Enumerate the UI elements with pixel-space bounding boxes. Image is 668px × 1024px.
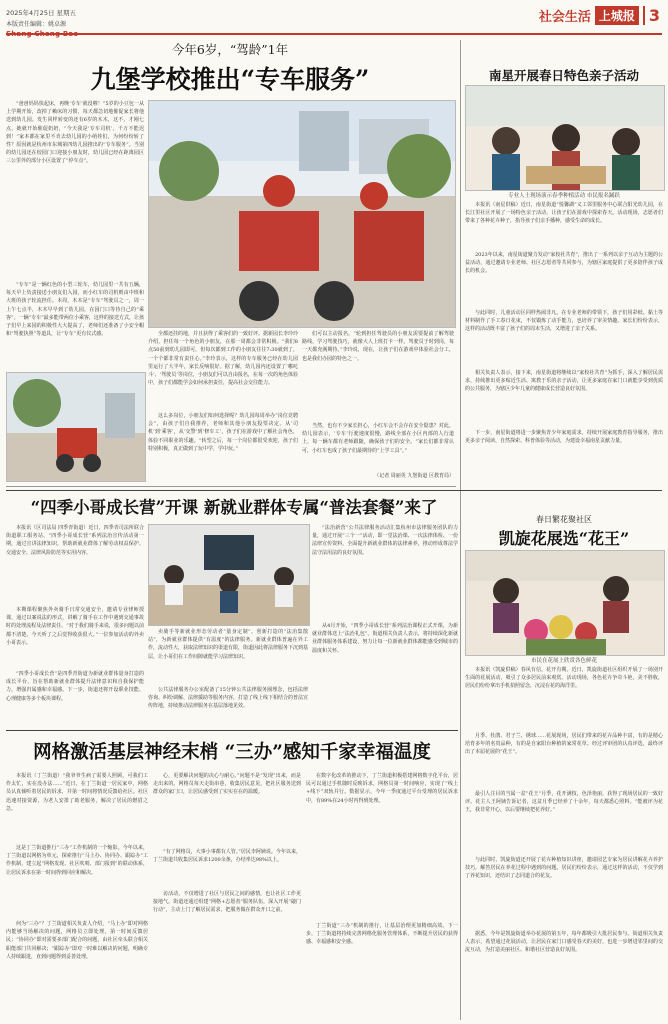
right2-text-d: 与此同时，凯旋街道还开展了花卉种植知识讲座，邀请园艺专家为居民讲解花卉养护技巧，解答居民在养花过程中遇到的问题。居民们纷纷表示，通过这样的活动，不仅学到了养花知识，还结识了志同道合的花友。	[465, 857, 663, 880]
story2-col3-text: “法治新营”公共法律服务活动汇集杭州市法律服务团队的力量，通过开展“三个一”活动，即一堂法治课、一次法律体检、一份法律宣传资料，全面提升新就业群体的法律素养，推动形成尊法学法守法用法的良好氛围。	[312, 525, 458, 556]
column-divider	[460, 492, 461, 1020]
story3-col2b-text: “有了网格员，大事小事都有人管。”居民李阿姨说。今年以来，丁兰街道共收集居民诉求1200余条，办结率达98%以上。	[153, 849, 301, 864]
story3-headline: 网格激活基层神经末梢 “三办”感知千家幸福温度	[33, 742, 431, 763]
story1-kicker: 今年6岁，“驾龄”1年	[171, 42, 289, 57]
issue-date: 2025年4月25日 星期五	[6, 9, 77, 17]
story1-headline: 九堡学校推出“专车服务”	[90, 65, 370, 94]
story3-col3-text: 在数字化改革的推动下，丁兰街道积极搭建网格数字化平台，居民可以通过手机随时反映诉求，网格员第一时间响应，实现了“线上+线下”双轨并行。数据显示，今年一季度通过平台受理的居民诉求中，有89%在24小时内得到处理。	[306, 773, 458, 804]
right1-text-e: 下一步，南星街道将进一步聚焦青少年家庭需求，持续开展家庭教育指导服务，推出更多亲子阅读、自然探索、科普体验等活动，为建设幸福南星贡献力量。	[465, 430, 663, 445]
story2-headline: “四季小哥成长营”开课 新就业群体专属“普法套餐”来了	[30, 498, 438, 517]
right2-photo	[465, 550, 665, 656]
story2-col1b-text: 本期课程聚焦外卖骑手日常交通安全，邀请专业律师授课，通过以案说法的形式，讲解了骑手在工作中遇到交通事故时的处理流程及法律责任。“对于我们骑手来说，很多问题以前都不清楚，今天听了之后觉得收获很大。”一位参加活动的外卖小哥表示。	[6, 607, 144, 646]
right1-text-b: 2023年以来，南星街道聚力发动“家校社共育”，推出了一系列以亲子互动为主题的公益活动，通过邀请专业老师、社区志愿者等共同参与，为辖区家庭提供了更多陪伴孩子成长的机会。	[465, 252, 663, 275]
story3-col1c-text: 何为“三办”？丁兰街道相关负责人介绍，“马上办”即对网格内能够当场解决的问题，网格员立即处理，第一时间反馈居民；“协同办”即对需要多部门配合的问题，由社区牵头联合相关职能部门共同解决；“跟踪办”即对一时难以解决的问题，明确专人持续跟进，直到问题得到妥善处理。	[6, 921, 148, 960]
right1-text-a: 本报讯（南星供稿）近日，南星街道“悦馨湖”义工邻里服务中心联合阳光幼儿园，在长江里社区开展了一场特色亲子活动，让孩子们在游戏中探索春天。活动现场，志愿者们带来了各种花卉种子，指导孩子们亲手播种，感受生命的成长。	[465, 202, 663, 225]
story1-side-photo	[6, 372, 146, 482]
divider	[6, 486, 456, 487]
right2-text-c: 最引人注目的当属一盆“花王”月季，花开满枝，色泽艳丽，获得了现场居民的一致好评。花主人王阿姨告诉记者，这盆月季已经养了十余年，每天都悉心照料。“能被评为花王，我非常开心，以后要继续把花养好。”	[465, 791, 663, 814]
story3-col2c-text: 访活动，不仅增进了社区与居民之间的感情，也让社区工作更接地气。街道还通过组建“网格+志愿者”服务队伍，深入开展“敲门行动”，主动上门了解居民需求，把服务做在群众开口之前。	[153, 891, 301, 914]
right1-text-c: 与此同时，儿童活动区同样热闹非凡。在专业老师的带领下，孩子们用彩纸、黏土等材料制作了手工春日花束，不仅锻炼了动手能力，也培养了审美情趣。家长们纷纷表示，这样的活动既丰富了孩子们的周末生活，又增进了亲子关系。	[465, 310, 663, 333]
story1-col2b-text: 这么多岗位，小朋友们如何选择呢？幼儿园每周举办“岗位竞聘会”，由孩子们自我推荐，老师和其他小朋友投票决定。从‘司机’到‘乘客’，从‘交警’到‘修车工’，孩子们在游戏中了解社会角色，体验不同职业的乐趣。“转型之后，每一个岗位都很受欢迎，孩子们特别积极，真正做到了玩中学，学中玩。”	[148, 413, 298, 452]
divider	[6, 490, 662, 491]
story1-col1-text: “爸爸妈妈快起床，再晚‘专车’就没啦！”5岁的小豆包一从上学期开始，改掉了赖床的习惯，每天都急切地催促家长将他送到幼儿园。发生同样转变的还有6岁的木木，这不，才刚七点，她就开始催促奶奶，“今天我是‘专车司机’，千万不能迟到！”家本都在家里不肯去幼儿园的小萌娃们，为何纷纷转了性？原因就是杭州市东城第四幼儿园推出的“专车服务”。当别的幼儿园还在校园门口迎接小朋友时，幼儿园已经在距离园区三公里外的部分小区设置了“停车点”。	[6, 101, 144, 165]
masthead-rule	[6, 33, 662, 35]
story2-col2b-text: 公共法律服务办公室配备了15分钟公共法律服务圈理念，包括法律咨询、纠纷调解、法律援助等服务内容，打造了线上线下相结合的普法宣传阵地，持续推动法律服务在基层落地见效。	[148, 687, 308, 710]
story3-col1b-text: 这是丁兰街道推行“三办”工作机制的一个缩影。今年以来，丁兰街道以网格为单元，探索推行“马上办、协同办、跟踪办”工作机制，建立起“网格发现、社区吹哨、部门报到”的联动体系，让居民诉求在第一时间得到回应和解决。	[6, 845, 148, 876]
story1-col3-text: 们可以主动报名。“轮到担任驾驶员的小朋友需要提前了解驾驶路线，学习驾驶技巧，就像大人上班打卡一样。驾驶员于时到岗，每一天都充满期待。”李玲说，现在，让孩子们在游戏中体验社会分工，也是我们办园的特色之一。	[302, 331, 454, 362]
right2-text-e: 据悉，今年是凯旋街道举办花展的第五年，每年都吸引大批居民参与。街道相关负责人表示，希望通过花展活动，让居民在家门口感受春天的美好，也进一步增进邻里间的交流互动，为打造美丽社区、和谐社区营造良好氛围。	[465, 931, 663, 954]
right2-text-a: 本报讯（凯旋供稿）春风有信，花开有期。近日，凯旋街道社区组织开展了一场别开生面的花展活动，吸引了众多居民前来观赏。活动现场，各色花卉争奇斗艳，美不胜收，居民们纷纷拿出手机拍照留念，沉浸在花的海洋里。	[465, 667, 663, 690]
story2-col3b-text: 从4月开始，“四季小哥成长营”系列法治课程正式开课，为新就业群体送上“法治礼包”。街道相关负责人表示，将持续深化新就业群体服务体系建设，努力让每一位新就业群体都能感受到城市的温度和关怀。	[312, 623, 458, 654]
column-divider	[460, 40, 461, 520]
story1-col2-text: 全都还挂的地，并且获得了乘客们的一致好评。据新园长李玲玲介绍，担任每一个角色的小朋友，在那一周都会非常积极。“我们8点50前到幼儿园即可，但每次都到工作的小朋友往往7:30就到了，一个个都非常有责任心。”李玲表示，这样的专车服务已经在幼儿园里运行了大半年，家长反响很好。据了解，幼儿园内还设置了‘哪吒斗’、‘驾驶员’等岗位，小朋友们可以自由报名，在每一次的角色体验中，孩子们都能学会如何承担责任，提高社会交往能力。	[148, 331, 298, 387]
right1-text-d: 相关负责人表示，接下来，南星街道将继续以“家校社共育”为抓手，深入了解居民需求，持续推出更多贴近生活、寓教于乐的亲子活动，让更多家庭在家门口就能享受到优质的公共服务，为辖区少年儿童的健康成长营造良好氛围。	[465, 370, 663, 393]
story1-main-photo	[148, 100, 456, 328]
right1-photo-caption: 专业人士现场演示春季种植活动 市民报名踊跃	[508, 193, 620, 199]
story3-col1-text: 本报讯（丁兰街道）“我爷爷生病了需要人照顾，可我们工作太忙，实在没办法……”近日，在丁兰街道一居民家中，网格员认真倾听着居民的诉求，并第一时间将情况反馈给社区。社区迅速对接资源，为老人安排了助老服务，解决了居民的燃眉之急。	[6, 773, 148, 812]
story2-col1-text: 本报讯（区司法局 四季青街道）近日，四季青司法所联合街道职工服务站、“四季小哥成长营”系列法治宣传活动第一期，通过宣讲法律知识，帮助新就业群体了解劳动权益保护、交通安全、法律风险防范等实用内容。	[6, 525, 144, 556]
story1-col3b-text: 当然，也有不少家长担心，小红车会不会存在安全隐患？对此，幼儿园表示，‘专车’行驶速度很慢，路线全部在小区内部的人行道上，每一辆车都有老师跟随，确保孩子们的安全。“家长们都非常认可，小红车也成了孩子们最期待的“上学工具”。”	[302, 423, 454, 454]
story3-col2-text: 心，更要解决问题的决心与耐心。”问题不是“发现”出来，而是走出来的。网格员每天走街串巷，收集居民意见，把社区服务送到群众的家门口，让居民感受到了实实在在的温暖。	[153, 773, 301, 796]
right2-photo-caption: 市民在花展上欣赏各色鲜花	[530, 658, 597, 664]
story2-col1c-text: “四季小哥成长营”是四季青街道为新就业群体量身打造的成长平台，旨在帮助新就业群体提升法律意识和自我保护能力，增强归属感和幸福感。下一步，街道还将开设职业技能、心理健康等多个板块课程。	[6, 671, 144, 702]
story1-byline: （记者 周丽英 九堡街道 区教育局）	[374, 473, 454, 479]
story2-col2-text: 卖骑手等新就业形态劳动者“量身定制”。创新打造的“法治集散站”，为新就业群体提供“有温度”的法律服务。新就业群体普遍在外工作，流动性大，获取法律知识的渠道有限，街道因此将法律服务下沉到基层，让小哥们在工作间隙就能学习法律知识。	[148, 629, 308, 660]
right1-headline: 南星开展春日特色亲子活动	[488, 68, 639, 83]
divider	[6, 730, 458, 731]
story1-col1b-text: “专车”是一辆红色的小型三轮车，幼儿园里一共有五辆，每天早上负责接送小朋友们入园，而小红车的司机则由中班和大班的孩子轮流担任。本周，木木是“专车”驾驶员之一，周一上午七点半，木木早早到了幼儿园，在园门口等待自己的“乘客”。一辆“专车”最多能带两位小乘客，这样的接送方式，让孩子们早上来园的积极性大大提高了，老师们还准备了小安全帽和“驾驶执照”等道具，让“专车”更有仪式感。	[6, 282, 144, 338]
page-editor: 本版责任编辑：姚卓源	[6, 21, 67, 28]
right1-photo	[465, 85, 665, 191]
page-number: 3	[643, 6, 660, 25]
masthead-right	[539, 6, 660, 25]
newspaper-logo: 上城报	[595, 6, 639, 25]
right2-text-b: 月季、杜鹃、君子兰、绣球……花展现场，居民们带来的花卉品种丰富，有的是精心培育多年的名贵品种，有的是自家阳台种植的家常花草。经过评审团的认真评选，最终评出了本届花展的“花王”。	[465, 733, 663, 756]
story3-col3b-text: 丁兰街道“三办”机制的推行，让基层治理更加精细高效。下一步，丁兰街道将持续完善网格化服务管理体系，不断提升居民的获得感、幸福感和安全感。	[306, 923, 458, 946]
right2-kicker: 春日繁花聚社区	[536, 515, 592, 524]
section-title: 社会生活	[538, 10, 591, 25]
story2-photo	[148, 524, 310, 626]
right2-headline: 凯旋花展选“花王”	[498, 529, 630, 548]
